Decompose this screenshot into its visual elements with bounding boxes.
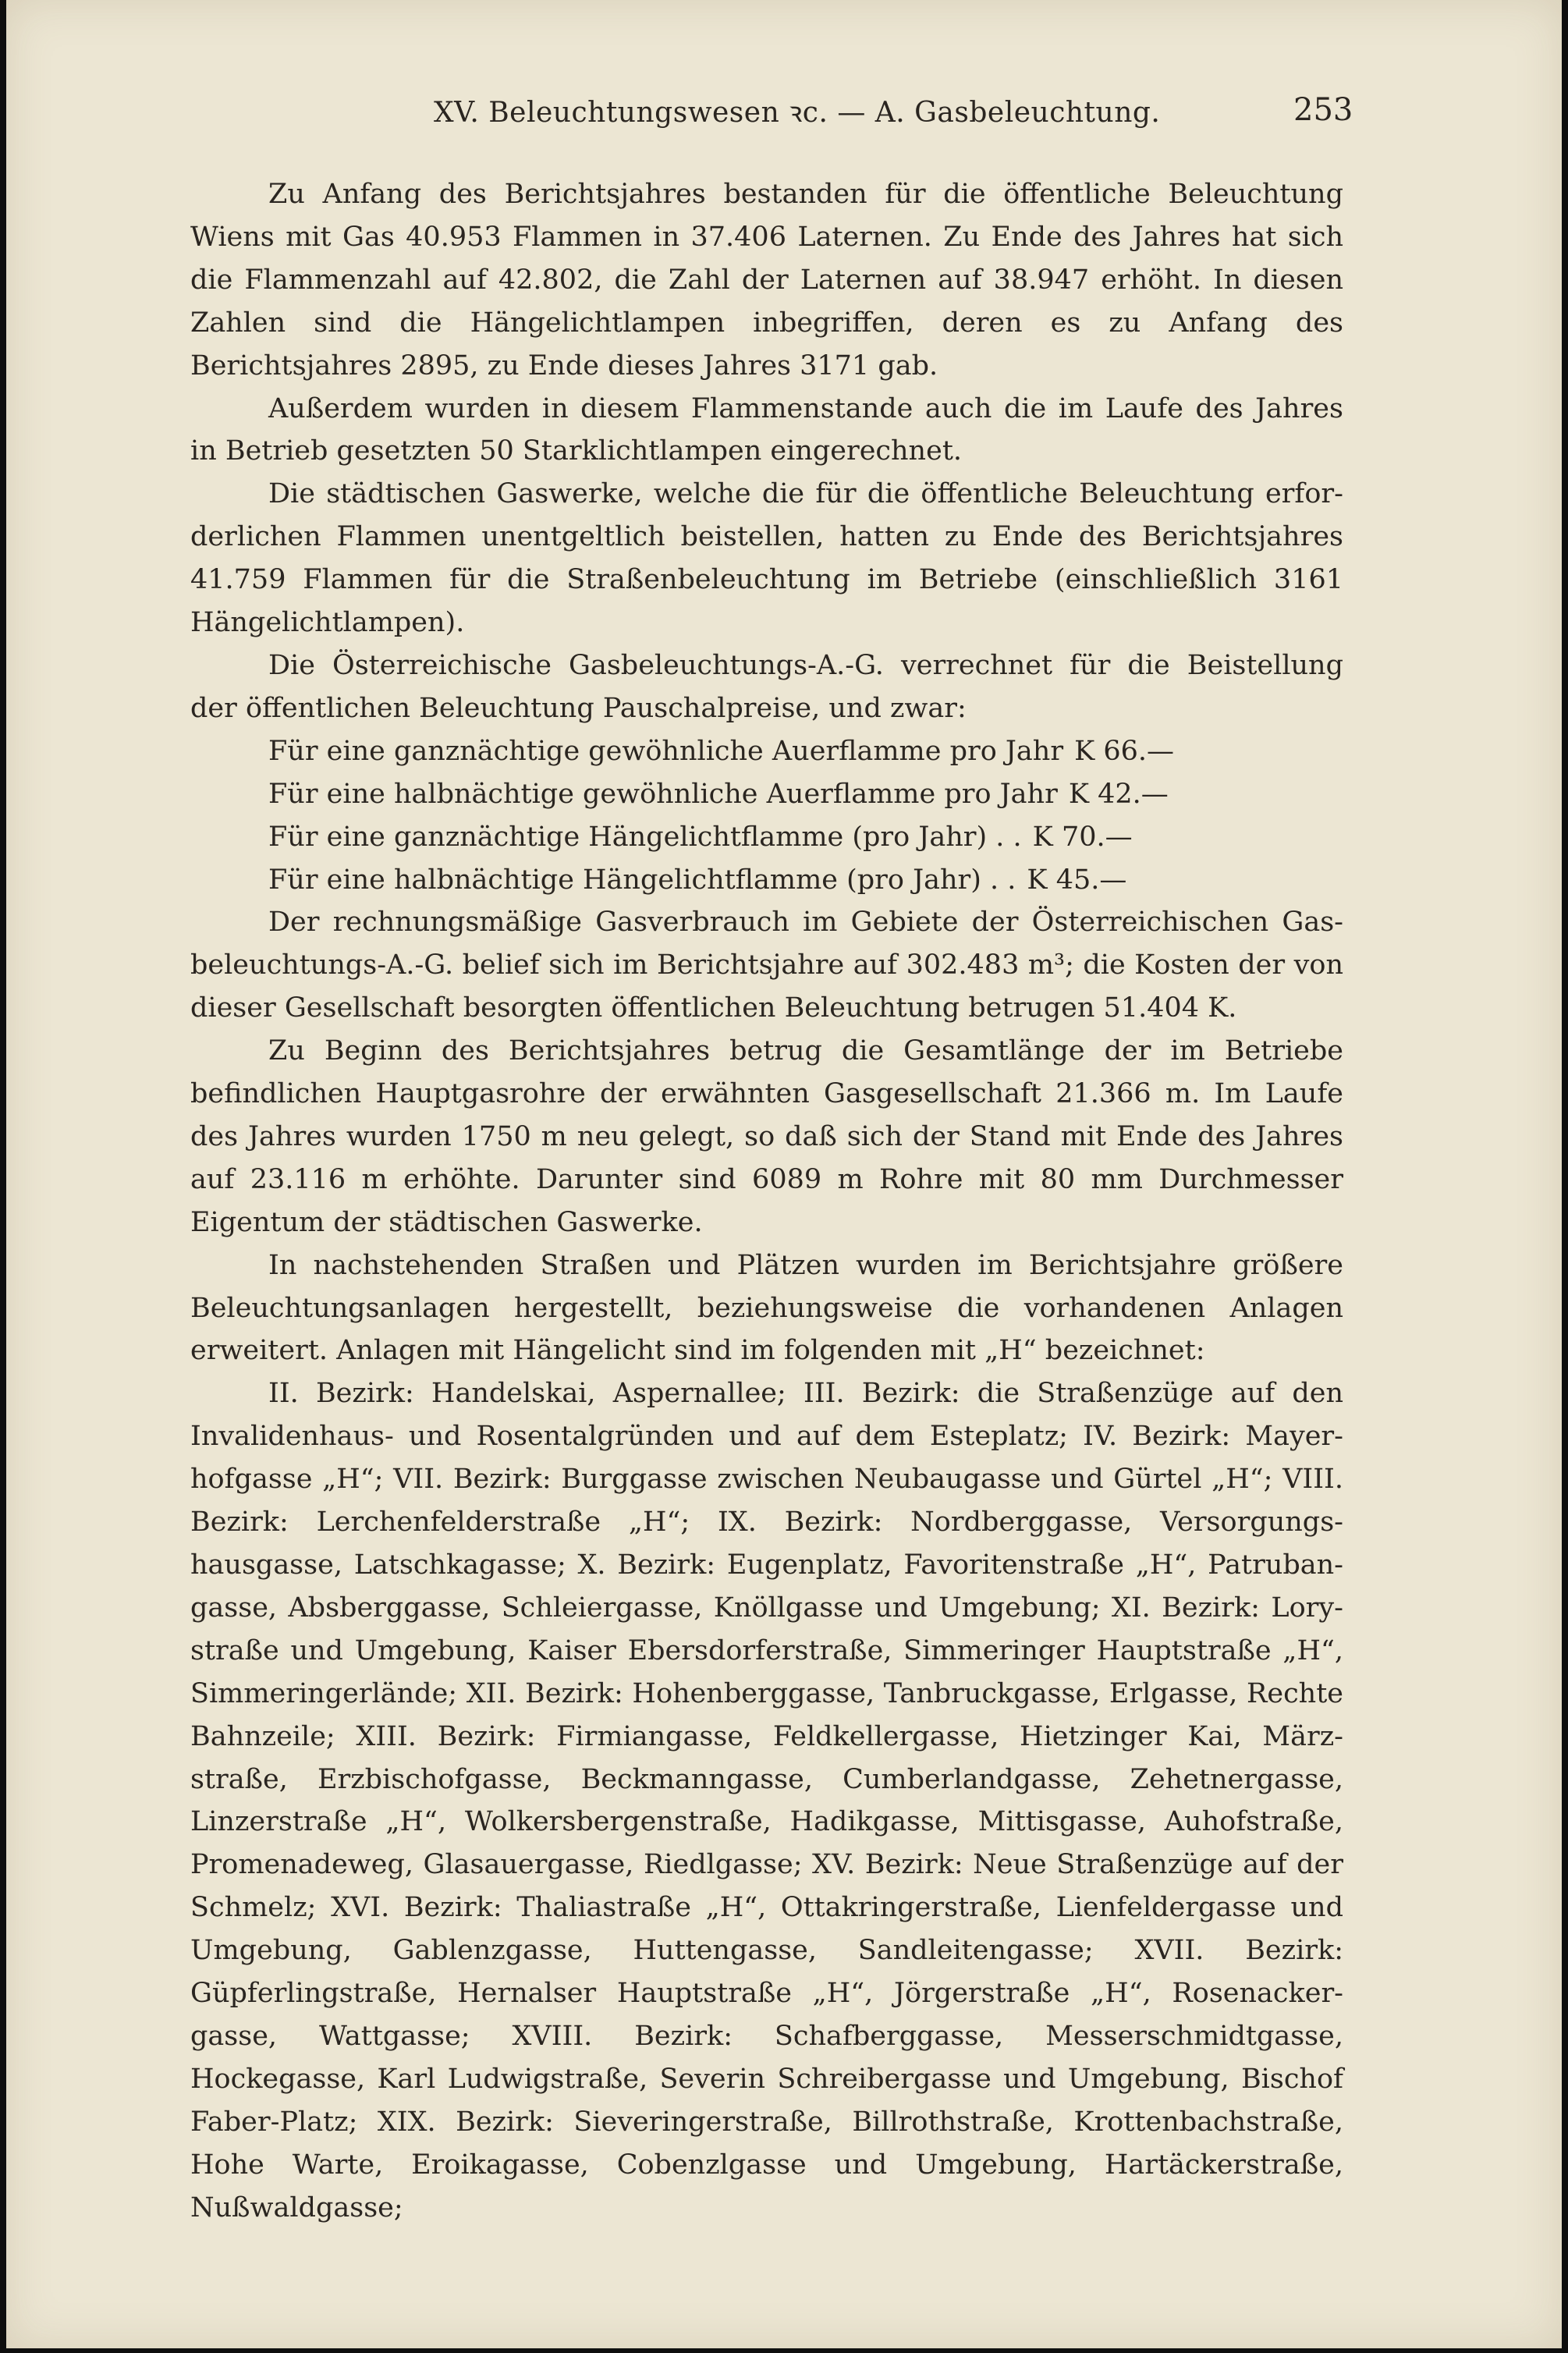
price-amount: K 70.—	[1032, 821, 1133, 853]
price-list-item	[190, 859, 1343, 902]
price-list-item	[190, 773, 1343, 816]
price-amount: K 42.—	[1068, 778, 1169, 810]
paragraph-starklicht: Außerdem wurden in diesem Flammenstande auch die im Laufe des Jahres in Betrieb gesetzten 50 Starklichtlampen eingerechnet.	[190, 392, 1343, 467]
price-amount: K 66.—	[1074, 735, 1175, 767]
paragraph-flame-count: Zu Anfang des Berichtsjahres bestanden für die öffentliche Beleuchtung Wiens mit Gas 40.953 Flammen in 37.406 Laternen. Zu Ende des Jahres hat sich die Flammenzahl auf 42.802, die Zahl der Laternen auf 38.947 erhöht. In diesen Zahlen sind die Hängelichtlampen inbegriffen, deren es zu Anfang des Berichtsjahres 2895, zu Ende dieses Jahres 3171 gab.	[190, 179, 1343, 382]
page-number: 253	[1293, 92, 1353, 128]
price-label: Für eine halbnächtige Hängelichtflamme (pro Jahr) . .	[268, 864, 1016, 896]
document-page	[6, 0, 1562, 2348]
paragraph-hauptgasrohre: Zu Beginn des Berichtsjahres betrug die Gesamtlänge der im Betriebe befindlichen Hauptgasrohre der erwähnten Gasgesellschaft 21.366 m. Im Laufe des Jahres wurden 1750 m neu gelegt, so daß sich der Stand mit Ende des Jahres auf 23.116 m erhöhte. Darunter sind 6089 m Rohre mit 80 mm Durchmesser Eigentum der städtischen Gaswerke.	[190, 1035, 1343, 1238]
price-list-item	[190, 816, 1343, 859]
paragraph-gaswerke: Die städtischen Gaswerke, welche die für die öffentliche Beleuchtung erforderlichen Flammen unentgeltlich beistellen, hatten zu Ende des Berichtsjahres 41.759 Flammen für die Straßenbeleuchtung im Betriebe (einschließlich 3161 Hängelichtlampen).	[190, 478, 1343, 639]
paragraph-gasverbrauch: Der rechnungsmäßige Gasverbrauch im Gebiete der Österreichischen Gasbeleuchtungs-A.-G. belief sich im Berichtsjahre auf 302.483 m³; die Kosten der von dieser Gesellschaft besorgten öffentlichen Beleuchtung betrugen 51.404 K.	[190, 907, 1343, 1024]
price-amount: K 45.—	[1027, 864, 1127, 896]
body-text	[190, 173, 1343, 2230]
price-label: Für eine ganznächtige Hängelichtflamme (pro Jahr) . .	[268, 821, 1022, 853]
paragraph-pauschalpreise: Die Österreichische Gasbeleuchtungs-A.-G. verrechnet für die Beistellung der öffentlichen Beleuchtung Pauschalpreise, und zwar:	[190, 649, 1343, 724]
paragraph-bezirke-list: II. Bezirk: Handelskai, Aspernallee; III. Bezirk: die Straßenzüge auf den Invalidenhaus- und Rosentalgründen und auf dem Esteplatz; IV. Bezirk: Mayerhofgasse „H“; VII. Bezirk: Burggasse zwischen Neubaugasse und Gürtel „H“; VIII. Bezirk: Lerchenfelderstraße „H“; IX. Bezirk: Nordberggasse, Versorgungshausgasse, Latschkagasse; X. Bezirk: Eugenplatz, Favoritenstraße „H“, Patrubangasse, Absberggasse, Schleiergasse, Knöllgasse und Umgebung; XI. Bezirk: Lorystraße und Umgebung, Kaiser Ebersdorferstraße, Simmeringer Hauptstraße „H“, Simmeringerlände; XII. Bezirk: Hohenberggasse, Tanbruckgasse, Erlgasse, Rechte Bahnzeile; XIII. Bezirk: Firmiangasse, Feldkellergasse, Hietzinger Kai, Märzstraße, Erzbischofgasse, Beckmanngasse, Cumberlandgasse, Zehetnergasse, Linzerstraße „H“, Wolkersbergenstraße, Hadikgasse, Mittisgasse, Auhofstraße, Promenadeweg, Glasauergasse, Riedlgasse; XV. Bezirk: Neue Straßenzüge auf der Schmelz; XVI. Bezirk: Thaliastraße „H“, Ottakringerstraße, Lienfeldergasse und Umgebung, Gablenzgasse, Huttengasse, Sandleitengasse; XVII. Bezirk: Güpferlingstraße, Hernalser Hauptstraße „H“, Jörgerstraße „H“, Rosenackergasse, Wattgasse; XVIII. Bezirk: Schafberggasse, Messerschmidtgasse, Hockegasse, Karl Ludwigstraße, Severin Schreibergasse und Umgebung, Bischof Faber-Platz; XIX. Bezirk: Sieveringerstraße, Billrothstraße, Krottenbachstraße, Hohe Warte, Eroikagasse, Cobenzlgasse und Umgebung, Hartäckerstraße, Nußwaldgasse;	[190, 1378, 1343, 2223]
price-label: Für eine ganznächtige gewöhnliche Auerflamme pro Jahr	[268, 735, 1064, 767]
price-list-item	[190, 730, 1343, 773]
running-title: XV. Beleuchtungswesen ꝛc. — A. Gasbeleuchtung.	[434, 97, 1161, 129]
paragraph-beleuchtungsanlagen: In nachstehenden Straßen und Plätzen wurden im Berichtsjahre größere Beleuchtungsanlagen hergestellt, beziehungsweise die vorhandenen Anlagen erweitert. Anlagen mit Hängelicht sind im folgenden mit „H“ bezeichnet:	[190, 1249, 1343, 1367]
price-label: Für eine halbnächtige gewöhnliche Auerflamme pro Jahr	[268, 778, 1058, 810]
